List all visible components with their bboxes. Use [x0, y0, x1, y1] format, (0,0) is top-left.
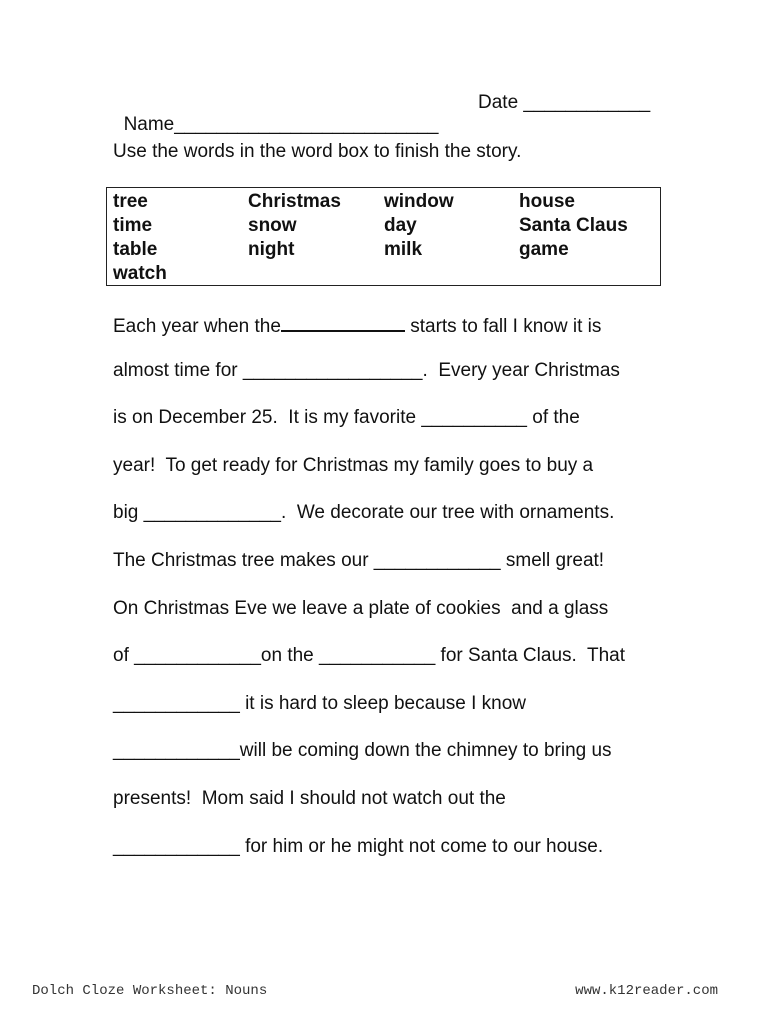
story-line: ____________will be coming down the chimney to bring us — [113, 740, 612, 762]
story-line-1-start: Each year when the — [113, 316, 281, 337]
word-box-word: snow — [248, 215, 297, 236]
name-field[interactable]: Name_________________________ — [123, 114, 439, 135]
story-line: is on December 25. It is my favorite __________ of the — [113, 407, 580, 429]
story-line: of ____________on the ___________ for Santa Claus. That — [113, 645, 626, 667]
story-line: presents! Mom said I should not watch out the — [113, 787, 506, 809]
story-line: big _____________. We decorate our tree with ornaments. — [113, 502, 615, 524]
story-line: On Christmas Eve we leave a plate of cookies and a glass — [113, 597, 609, 619]
story-line-1-end: starts to fall I know it is — [404, 316, 602, 337]
footer-worksheet-title: Dolch Cloze Worksheet: Nouns — [32, 983, 268, 999]
fill-in-blank[interactable] — [281, 310, 405, 332]
footer-website: www.k12reader.com — [575, 983, 718, 999]
word-box-word: Christmas — [248, 191, 341, 212]
word-box-word: watch — [113, 263, 167, 284]
word-box-word: tree — [113, 191, 148, 212]
story-line: year! To get ready for Christmas my family goes to buy a — [113, 454, 594, 476]
word-box-word: milk — [384, 239, 423, 260]
story-line: ____________ it is hard to sleep because I know — [113, 692, 527, 714]
instructions: Use the words in the word box to finish the story. — [113, 141, 522, 162]
word-box — [106, 187, 661, 286]
story-line: The Christmas tree makes our ____________ smell great! — [113, 549, 605, 571]
story-line: almost time for _________________. Every year Christmas — [113, 359, 620, 381]
word-box-word: day — [384, 215, 417, 236]
word-box-word: Santa Claus — [519, 215, 628, 236]
word-box-word: house — [519, 191, 575, 212]
story-text — [113, 310, 673, 881]
date-field[interactable]: Date ____________ — [478, 92, 651, 113]
word-box-word: time — [113, 215, 153, 236]
word-box-word: night — [248, 239, 295, 260]
word-box-word: game — [519, 239, 569, 260]
story-line: ____________ for him or he might not come to our house. — [113, 835, 604, 857]
word-box-word: table — [113, 239, 158, 260]
word-box-word: window — [384, 191, 454, 212]
story-line — [113, 310, 673, 358]
